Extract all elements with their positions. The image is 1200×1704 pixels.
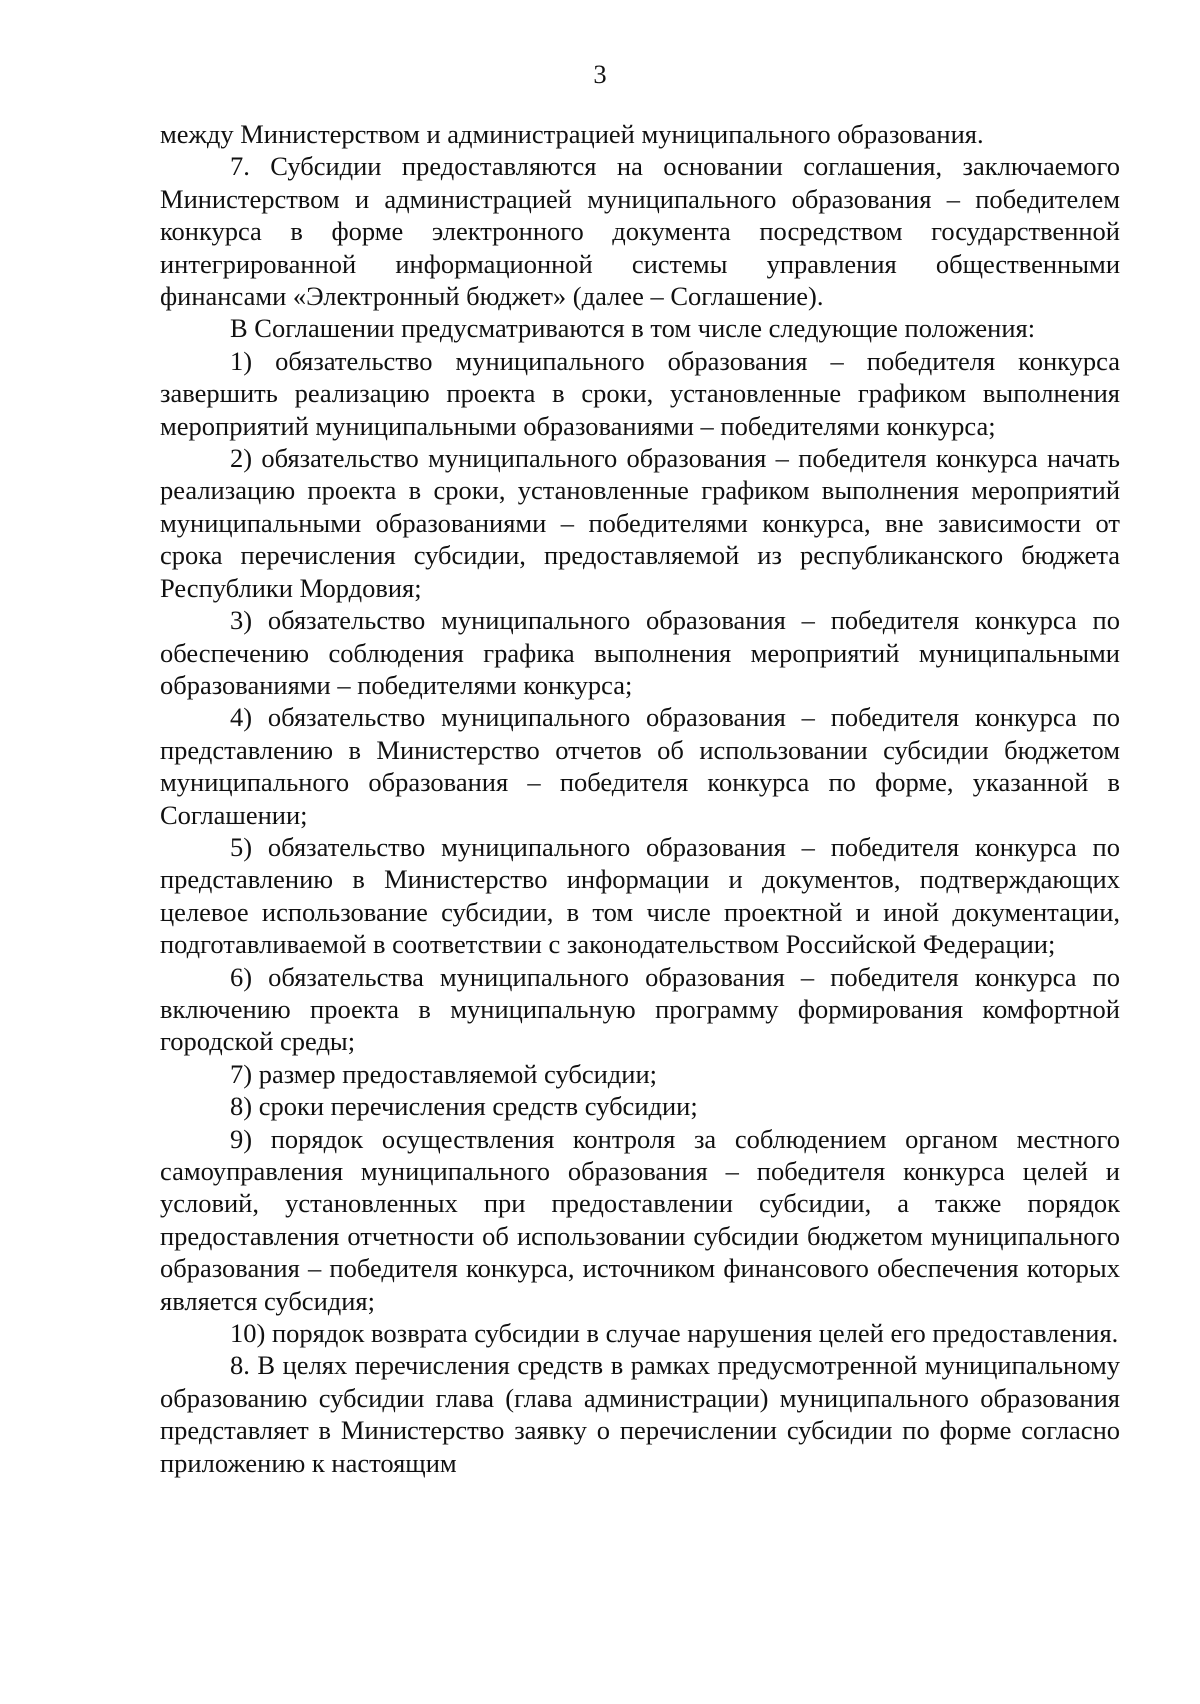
paragraph-11: 8) сроки перечисления средств субсидии;: [230, 1091, 698, 1122]
paragraph-5: 2) обязательство муниципального образования – победителя конкурса начать реализацию проекта в сроки, установленные графиком выполнения мероприятий муниципальными образованиями – победителями конкурса, вне зависимости от срока перечисления субсидии, предоставляемой из республиканского бюджета Республики Мордовия;: [160, 443, 1120, 603]
paragraph-10: 7) размер предоставляемой субсидии;: [230, 1058, 657, 1089]
paragraph-1: между Министерством и администрацией муниципального образования.: [160, 119, 984, 149]
paragraph-12: 9) порядок осуществления контроля за соблюдением органом местного самоуправления муниципального образования – победителя конкурса целей и условий, установленных при предоставлении субсидии, а также порядок предоставления отчетности об использовании субсидии бюджетом муниципального образования – победителя конкурса, источником финансового обеспечения которых является субсидия;: [160, 1123, 1120, 1316]
paragraph-9: 6) обязательства муниципального образования – победителя конкурса по включению проекта в муниципальную программу формирования комфортной городской среды;: [160, 961, 1120, 1057]
paragraph-4: 1) обязательство муниципального образования – победителя конкурса завершить реализацию проекта в сроки, установленные графиком выполнения мероприятий муниципальными образованиями – победителями конкурса;: [160, 345, 1120, 441]
paragraph-6: 3) обязательство муниципального образования – победителя конкурса по обеспечению соблюдения графика выполнения мероприятий муниципальными образованиями – победителями конкурса;: [160, 605, 1120, 700]
paragraph-3: В Соглашении предусматриваются в том числе следующие положения:: [230, 313, 1036, 344]
paragraph-7: 4) обязательство муниципального образования – победителя конкурса по представлению в Министерство отчетов об использовании субсидии бюджетом муниципального образования – победителя конкурса по форме, указанной в Соглашении;: [160, 702, 1120, 830]
paragraph-8: 5) обязательство муниципального образования – победителя конкурса по представлению в Министерство информации и документов, подтверждающих целевое использование субсидии, в том числе проектной и иной документации, подготавливаемой в соответствии с законодательством Российской Федерации;: [160, 831, 1120, 960]
paragraph-13: 10) порядок возврата субсидии в случае нарушения целей его предоставления.: [230, 1318, 1119, 1349]
paragraph-2: 7. Субсидии предоставляются на основании соглашения, заключаемого Министерством и администрацией муниципального образования – победителем конкурса в форме электронного документа посредством государственной интегрированной информационной системы управления общественными финансами «Электронный бюджет» (далее – Соглашение).: [160, 151, 1120, 312]
document-body: [160, 118, 1120, 1479]
paragraph-14: 8. В целях перечисления средств в рамках предусмотренной муниципальному образованию субсидии глава (глава администрации) муниципального образования представляет в Министерство заявку о перечислении субсидии по форме согласно приложению к настоящим: [160, 1350, 1120, 1478]
page-number: 3: [593, 59, 607, 89]
